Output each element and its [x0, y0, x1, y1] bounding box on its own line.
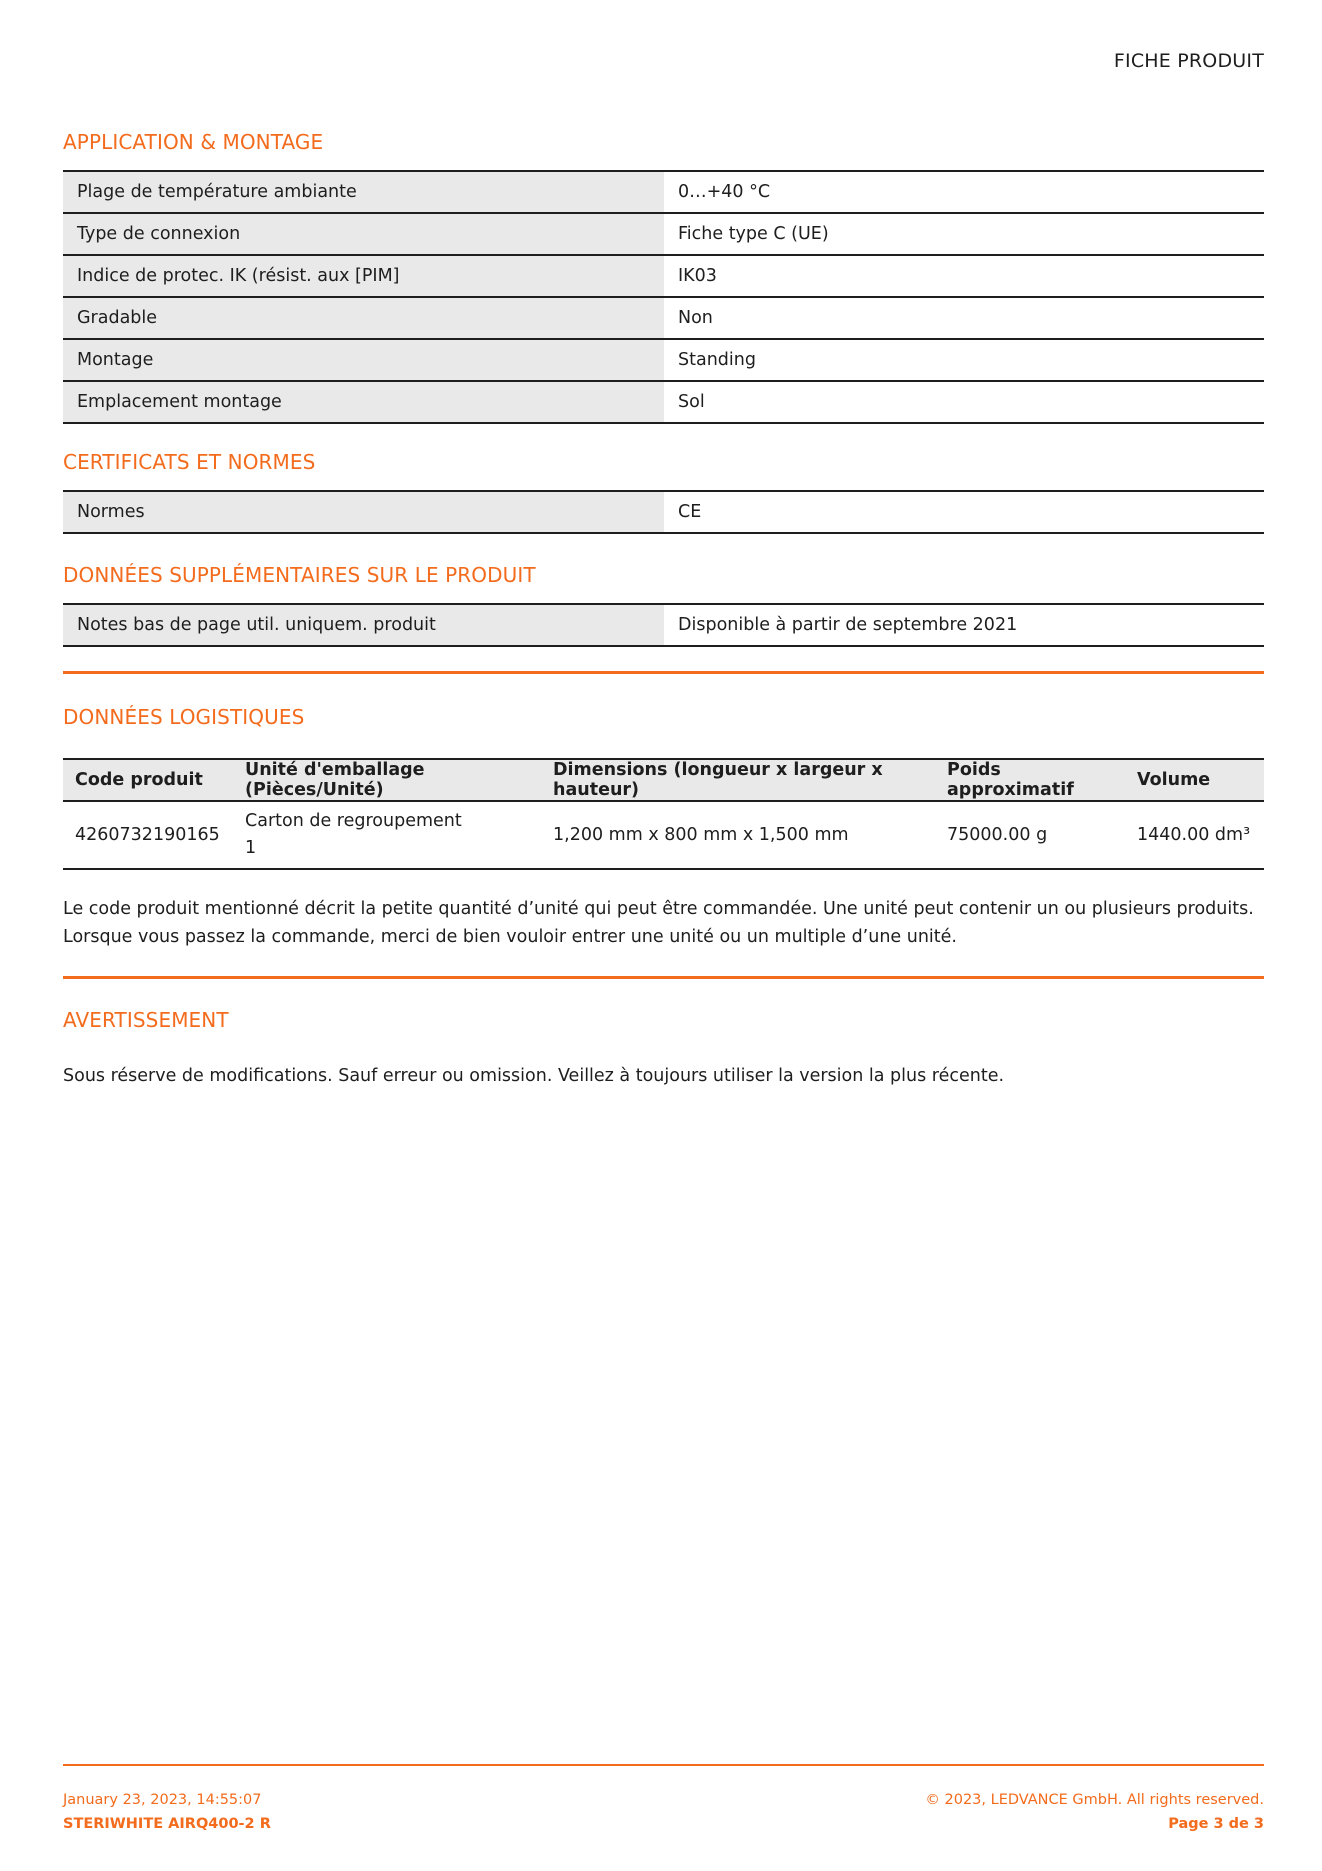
row-key: Emplacement montage: [63, 381, 664, 423]
footer-divider: [63, 1764, 1264, 1766]
row-value: CE: [664, 491, 1264, 533]
table-row: [63, 604, 1264, 646]
table-row: [63, 297, 1264, 339]
logistics-note: Le code produit mentionné décrit la petite quantité d’unité qui peut être commandée. Une unité peut contenir un ou plusieurs produits. Lorsque vous passez la commande, merci de bien vouloir entrer une unité ou un multiple d’une unité.: [63, 899, 1254, 947]
row-key: Plage de température ambiante: [63, 171, 664, 213]
row-value: Fiche type C (UE): [664, 213, 1264, 255]
document-page: [63, 0, 1264, 1871]
row-value: Standing: [664, 339, 1264, 381]
row-key: Gradable: [63, 297, 664, 339]
row-value: IK03: [664, 255, 1264, 297]
document-header-title: FICHE PRODUIT: [1113, 50, 1264, 72]
table-header-row: [63, 759, 1264, 801]
column-header: Unité d'emballage (Pièces/Unité): [233, 759, 541, 801]
cell-volume: 1440.00 dm³: [1125, 801, 1264, 869]
table-row: [63, 339, 1264, 381]
row-key: Notes bas de page util. uniquem. produit: [63, 604, 664, 646]
footer-copyright: © 2023, LEDVANCE GmbH. All rights reserved.: [925, 1792, 1264, 1808]
section-divider: [63, 976, 1264, 979]
table-row: [63, 213, 1264, 255]
table-row: [63, 381, 1264, 423]
row-value: Disponible à partir de septembre 2021: [664, 604, 1264, 646]
section-title-certificats: CERTIFICATS ET NORMES: [63, 450, 316, 474]
footer-page-number: Page 3 de 3: [1168, 1816, 1264, 1832]
row-key: Indice de protec. IK (résist. aux [PIM]: [63, 255, 664, 297]
cell-weight: 75000.00 g: [935, 801, 1125, 869]
section-divider: [63, 671, 1264, 674]
cell-unit-line1: Carton de regroupement: [245, 811, 462, 831]
table-row: [63, 801, 1264, 869]
column-header: Poids approximatif: [935, 759, 1125, 801]
section-title-logistiques: DONNÉES LOGISTIQUES: [63, 705, 305, 729]
row-value: 0…+40 °C: [664, 171, 1264, 213]
table-row: [63, 255, 1264, 297]
row-key: Type de connexion: [63, 213, 664, 255]
certificats-table: [63, 490, 1264, 534]
column-header: Code produit: [63, 759, 233, 801]
cell-dimensions: 1,200 mm x 800 mm x 1,500 mm: [541, 801, 935, 869]
column-header: Dimensions (longueur x largeur x hauteur): [541, 759, 935, 801]
warning-text: Sous réserve de modifications. Sauf erreur ou omission. Veillez à toujours utiliser la version la plus récente.: [63, 1066, 1005, 1086]
cell-unit-line2: 1: [245, 838, 257, 858]
cell-code: 4260732190165: [63, 801, 233, 869]
cell-unit: [233, 801, 541, 869]
row-value: Sol: [664, 381, 1264, 423]
table-row: [63, 171, 1264, 213]
row-key: Normes: [63, 491, 664, 533]
column-header: Volume: [1125, 759, 1264, 801]
table-row: [63, 491, 1264, 533]
footer-product-name: STERIWHITE AIRQ400-2 R: [63, 1816, 271, 1832]
section-title-application: APPLICATION & MONTAGE: [63, 130, 324, 154]
section-title-avertissement: AVERTISSEMENT: [63, 1008, 229, 1032]
supplementaires-table: [63, 603, 1264, 647]
logistics-table: [63, 758, 1264, 870]
row-key: Montage: [63, 339, 664, 381]
row-value: Non: [664, 297, 1264, 339]
footer-date: January 23, 2023, 14:55:07: [63, 1792, 262, 1808]
application-table: [63, 170, 1264, 424]
section-title-supplementaires: DONNÉES SUPPLÉMENTAIRES SUR LE PRODUIT: [63, 563, 536, 587]
